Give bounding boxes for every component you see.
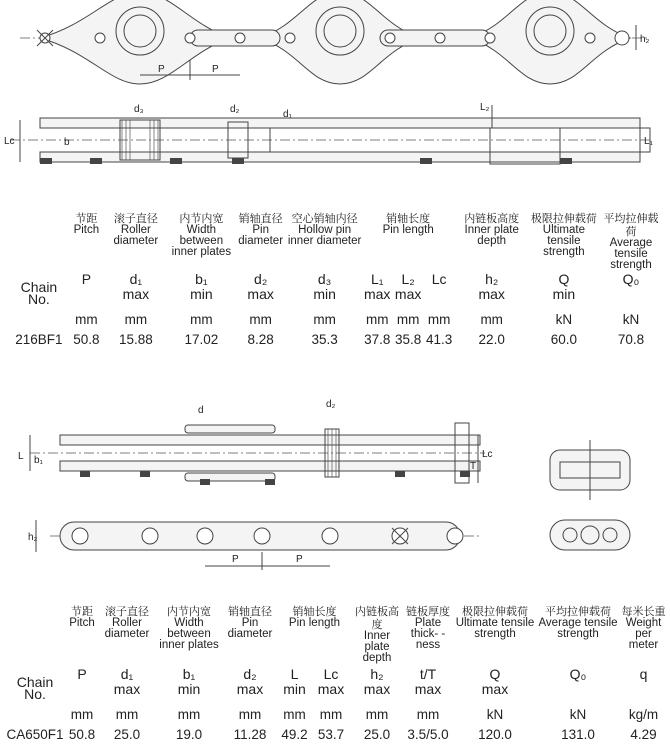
dim-lc-label: Lc (4, 136, 15, 147)
symbol: d₂ (243, 666, 257, 682)
header-cn: 内节内宽 (179, 212, 224, 225)
symbol-row (8, 272, 663, 314)
cell-value: 19.0 (175, 727, 203, 742)
header-cn: 滚子直径 (105, 605, 149, 618)
cell-value: 50.8 (68, 727, 96, 742)
cell-value: 70.8 (617, 332, 645, 347)
header-row (4, 605, 668, 667)
symbol: b₁ (195, 271, 208, 287)
unit: mm (427, 312, 451, 327)
header-en: Inner plate depth (464, 224, 519, 247)
cell-value: 131.0 (561, 727, 595, 742)
dim-d1-label: d₁ (283, 109, 292, 120)
header-en: Hollow pin inner diameter (287, 224, 362, 247)
dim-b-label: b (64, 137, 70, 148)
unit: mm (70, 707, 94, 722)
header-cn: 链板厚度 (406, 605, 450, 618)
spec-table-216bf1 (8, 212, 663, 354)
symbol: h₂ (370, 666, 384, 682)
header-cn: 极限拉伸载荷 (530, 212, 597, 225)
symbol: Q (558, 271, 570, 287)
symbol: d₃ (317, 271, 332, 287)
limit: max (122, 286, 150, 302)
unit: mm (365, 312, 389, 327)
unit: mm (115, 707, 139, 722)
unit: mm (396, 312, 420, 327)
symbol: t/T (419, 666, 437, 682)
cell-value: 15.88 (118, 332, 153, 347)
cell-value: 50.8 (73, 332, 100, 347)
dim-h2-label-2: h₂ (28, 532, 38, 543)
header-cn: 极限拉伸载荷 (462, 605, 528, 618)
symbol: Q (489, 666, 501, 682)
limit: max (317, 681, 345, 697)
unit: mm (319, 707, 343, 722)
symbol: Lc (431, 271, 447, 287)
chain-ca650f1-side-view (0, 510, 500, 580)
cell-value: 35.3 (311, 332, 338, 347)
dim-p-label-3: P (232, 554, 239, 565)
dim-t-label: T (470, 461, 477, 472)
header-cn: 滚子直径 (113, 212, 158, 225)
limit: min (190, 286, 213, 302)
header-en: Plate thick- -ness (410, 617, 446, 651)
cell-value: 11.28 (233, 727, 267, 742)
unit: mm (416, 707, 440, 722)
dim-b1-label: b₁ (34, 455, 43, 466)
symbol: L (290, 666, 299, 682)
symbol: P (77, 666, 87, 682)
symbol: d₁ (129, 271, 143, 287)
symbol: P (81, 271, 92, 287)
unit: mm (313, 312, 336, 327)
chain-216bf1-side-view (0, 0, 670, 90)
header-cn: 销轴长度 (386, 212, 431, 225)
header-en: Width between inner plates (159, 617, 219, 651)
cell-value: 17.02 (184, 332, 219, 347)
limit: max (247, 286, 274, 302)
unit: mm (283, 707, 306, 722)
dim-lc-label-2: Lc (482, 449, 493, 460)
header-cn: 内节内宽 (167, 605, 211, 618)
symbol: h₂ (485, 271, 499, 287)
header-cn: 平均拉伸载荷 (603, 212, 659, 238)
unit: mm (480, 312, 503, 327)
unit: mm (238, 707, 262, 722)
unit-row (4, 709, 668, 729)
limit: max (481, 681, 509, 697)
cell-value: 35.8 (395, 332, 422, 347)
header-cn: 销轴直径 (228, 605, 272, 618)
header-cn: 销轴长度 (292, 605, 337, 618)
header-en: Pitch (73, 224, 100, 236)
header-cn: 平均拉伸载荷 (545, 605, 611, 618)
header-en: Pin diameter (238, 224, 284, 247)
cell-value: 60.0 (550, 332, 578, 347)
limit: max (363, 681, 391, 697)
symbol: d₂ (254, 271, 268, 287)
header-cn: 销轴直径 (238, 212, 283, 225)
unit: kN (486, 707, 504, 722)
header-en: Roller diameter (113, 224, 159, 247)
dim-ds-label: d₂ (326, 399, 336, 410)
header-cn: 空心销轴内径 (291, 212, 358, 225)
limit: max (414, 681, 442, 697)
chain-ca650f1-end-view (540, 420, 650, 590)
header-en: Pin length (382, 224, 434, 236)
symbol: Lc (323, 666, 339, 682)
symbol: d₁ (120, 666, 134, 682)
dim-l2-label: L₂ (480, 102, 490, 113)
unit: mm (124, 312, 148, 327)
cell-value: 53.7 (317, 727, 345, 742)
limit: max (113, 681, 141, 697)
header-cn: 内链板高度 (355, 605, 399, 631)
dim-d3-label: d₃ (134, 104, 144, 115)
unit: kN (555, 312, 573, 327)
limit: max (394, 286, 422, 302)
symbol: Q₀ (569, 666, 587, 682)
chain-name: CA650F1 (6, 727, 64, 742)
dim-d2-label: d₂ (230, 104, 240, 115)
spec-table-ca650f1 (4, 605, 668, 749)
dim-p-label: P (158, 64, 165, 75)
table-row (8, 334, 663, 354)
unit: mm (75, 312, 98, 327)
header-en: Roller diameter (104, 617, 150, 640)
unit-row (8, 314, 663, 334)
limit: min (552, 286, 576, 302)
symbol: Q₀ (622, 271, 640, 287)
dim-d-label: d (198, 405, 204, 416)
header-en: Width between inner plates (171, 224, 232, 258)
dim-p-label-2: P (212, 64, 219, 75)
header-en: Inner plate depth (362, 630, 392, 664)
chain-216bf1-top-view (0, 100, 670, 200)
limit: min (313, 286, 336, 302)
symbol: L₁ (370, 271, 384, 287)
dim-l-label: L (18, 451, 24, 462)
unit: kN (569, 707, 587, 722)
symbol: q (639, 666, 648, 682)
unit: mm (249, 312, 272, 327)
dim-p-label-4: P (296, 554, 303, 565)
header-en: Pin length (288, 617, 341, 629)
symbol-row (4, 667, 668, 709)
unit: mm (190, 312, 213, 327)
unit: kg/m (628, 707, 659, 722)
header-cn: 每米长重 (621, 605, 666, 618)
cell-value: 4.29 (630, 727, 657, 742)
chain-no-label: Chain No. (20, 279, 58, 307)
header-row (8, 212, 663, 272)
unit: mm (365, 707, 389, 722)
cell-value: 3.5/5.0 (407, 727, 449, 742)
limit: max (478, 286, 505, 302)
cell-value: 41.3 (425, 332, 453, 347)
cell-value: 22.0 (478, 332, 505, 347)
header-en: Ultimate tensile strength (455, 617, 535, 640)
header-en: Weight per meter (625, 617, 662, 651)
chain-ca650f1-top-view (0, 395, 500, 495)
limit: max (236, 681, 264, 697)
header-en: Pin diameter (227, 617, 273, 640)
header-en: Pitch (69, 617, 95, 629)
dim-l1-label: L₁ (644, 136, 653, 147)
header-cn: 节距 (75, 212, 98, 225)
cell-value: 120.0 (478, 727, 512, 742)
cell-value: 49.2 (281, 727, 308, 742)
symbol: b₁ (182, 666, 196, 682)
header-en: Average tensile strength (538, 617, 618, 640)
dim-h2-label: h₂ (640, 34, 650, 45)
limit: min (283, 681, 306, 697)
unit: kN (622, 312, 640, 327)
limit: max (363, 286, 391, 302)
chain-name: 216BF1 (15, 332, 63, 347)
header-cn: 内链板高度 (464, 212, 520, 225)
cell-value: 25.0 (363, 727, 391, 742)
header-en: Ultimate tensile strength (542, 224, 585, 258)
table-row (4, 729, 668, 749)
header-en: Average tensile strength (609, 237, 653, 271)
symbol: L₂ (401, 271, 415, 287)
header-cn: 节距 (71, 605, 93, 618)
chain-no-label: Chain No. (16, 674, 54, 702)
limit: min (177, 681, 201, 697)
cell-value: 8.28 (247, 332, 274, 347)
cell-value: 25.0 (113, 727, 141, 742)
cell-value: 37.8 (364, 332, 391, 347)
unit: mm (177, 707, 201, 722)
